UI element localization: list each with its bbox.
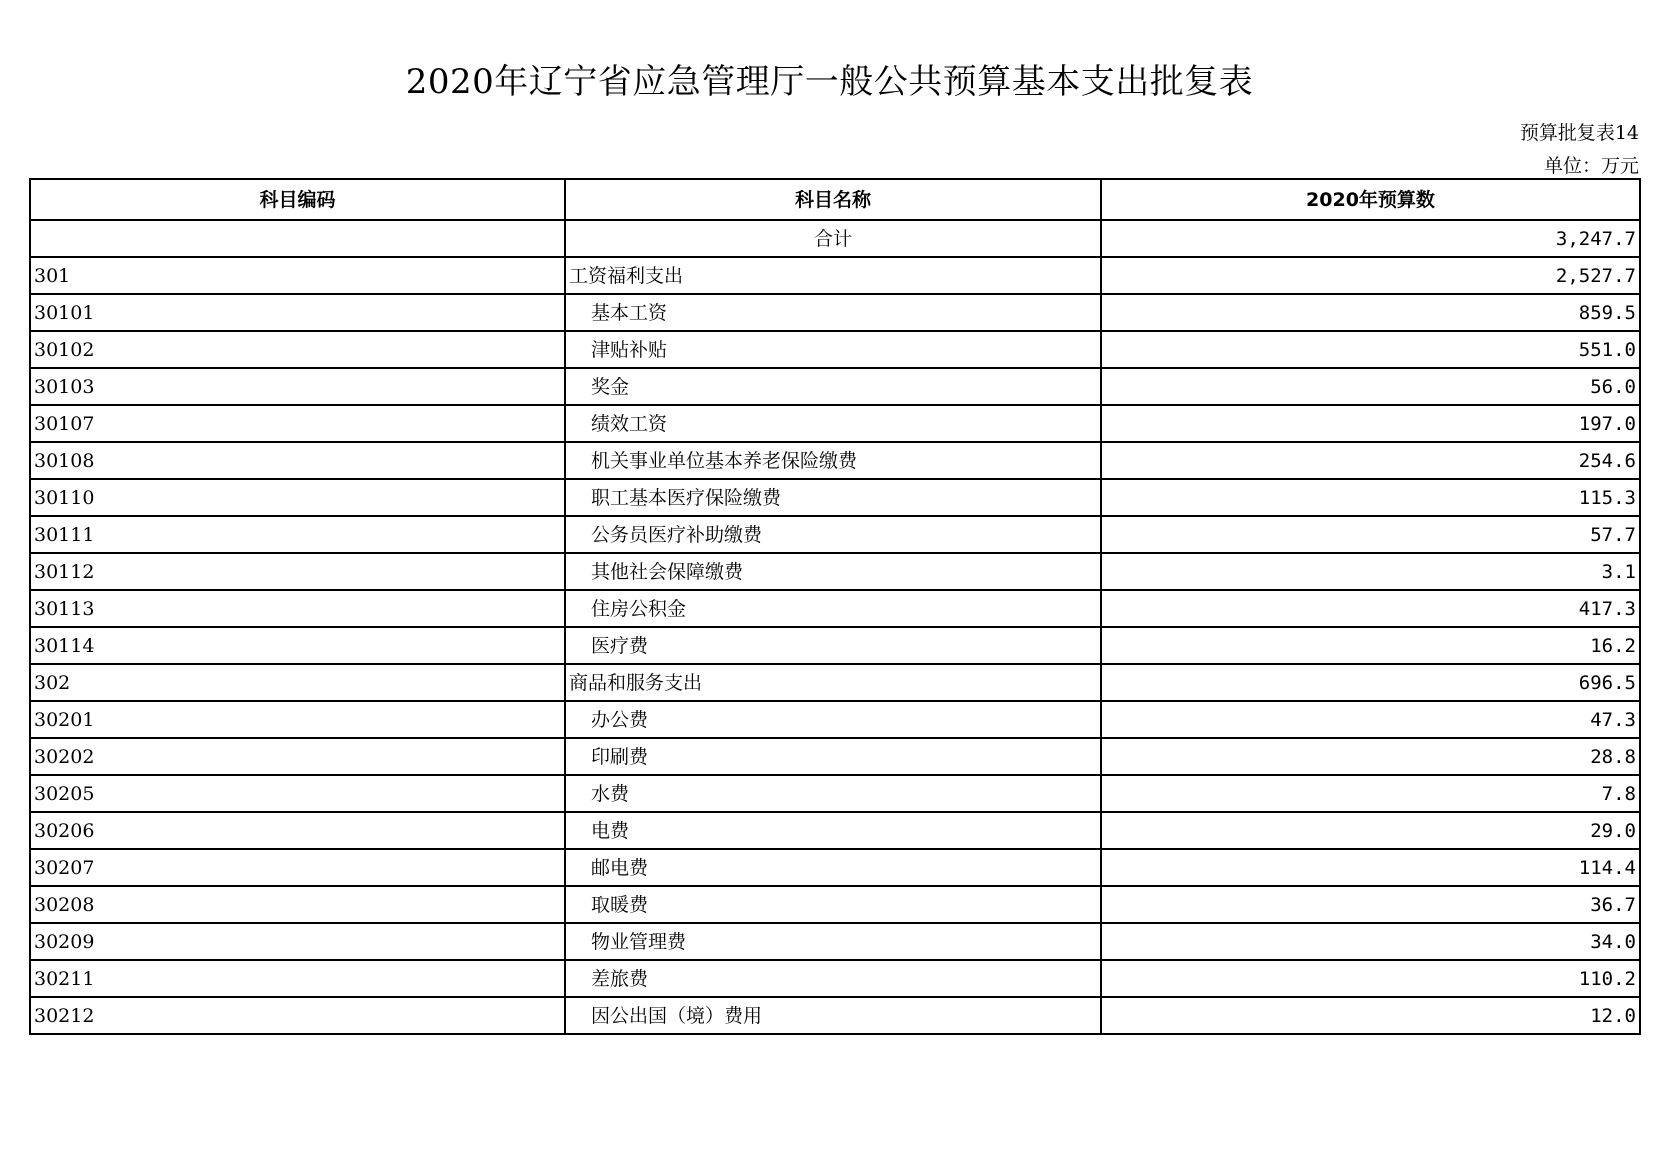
cell-code: 30212	[30, 997, 565, 1034]
form-number: 预算批复表14	[1519, 122, 1639, 144]
table-body	[30, 220, 1640, 1034]
cell-amount: 16.2	[1101, 627, 1640, 664]
cell-amount: 110.2	[1101, 960, 1640, 997]
cell-name: 物业管理费	[565, 923, 1101, 960]
cell-code: 30107	[30, 405, 565, 442]
cell-amount: 115.3	[1101, 479, 1640, 516]
cell-name: 基本工资	[565, 294, 1101, 331]
cell-amount: 114.4	[1101, 849, 1640, 886]
cell-amount: 36.7	[1101, 886, 1640, 923]
cell-code: 301	[30, 257, 565, 294]
table-row	[30, 516, 1640, 553]
header-code: 科目编码	[30, 179, 565, 220]
cell-amount: 29.0	[1101, 812, 1640, 849]
cell-amount: 3,247.7	[1101, 220, 1640, 257]
table-row	[30, 886, 1640, 923]
cell-name: 办公费	[565, 701, 1101, 738]
cell-name: 奖金	[565, 368, 1101, 405]
cell-code: 30111	[30, 516, 565, 553]
table-row	[30, 479, 1640, 516]
cell-code	[30, 220, 565, 257]
page-title: 2020年辽宁省应急管理厅一般公共预算基本支出批复表	[405, 62, 1254, 102]
cell-name: 因公出国（境）费用	[565, 997, 1101, 1034]
table-row	[30, 849, 1640, 886]
cell-name: 职工基本医疗保险缴费	[565, 479, 1101, 516]
table-row	[30, 664, 1640, 701]
cell-name: 绩效工资	[565, 405, 1101, 442]
unit-label: 单位：万元	[1543, 155, 1639, 177]
cell-amount: 859.5	[1101, 294, 1640, 331]
cell-amount: 696.5	[1101, 664, 1640, 701]
cell-code: 30101	[30, 294, 565, 331]
table-row	[30, 923, 1640, 960]
cell-amount: 57.7	[1101, 516, 1640, 553]
cell-amount: 2,527.7	[1101, 257, 1640, 294]
cell-amount: 3.1	[1101, 553, 1640, 590]
cell-name: 住房公积金	[565, 590, 1101, 627]
cell-amount: 47.3	[1101, 701, 1640, 738]
table-row	[30, 960, 1640, 997]
table-row	[30, 294, 1640, 331]
cell-name: 差旅费	[565, 960, 1101, 997]
cell-code: 30113	[30, 590, 565, 627]
cell-name: 医疗费	[565, 627, 1101, 664]
cell-code: 30208	[30, 886, 565, 923]
cell-amount: 56.0	[1101, 368, 1640, 405]
table-row	[30, 368, 1640, 405]
cell-name: 商品和服务支出	[565, 664, 1101, 701]
cell-code: 30202	[30, 738, 565, 775]
table-row	[30, 442, 1640, 479]
cell-code: 30112	[30, 553, 565, 590]
table-row	[30, 331, 1640, 368]
cell-code: 302	[30, 664, 565, 701]
cell-code: 30103	[30, 368, 565, 405]
cell-code: 30205	[30, 775, 565, 812]
header-amount: 2020年预算数	[1101, 179, 1640, 220]
cell-code: 30207	[30, 849, 565, 886]
cell-name: 合计	[565, 220, 1101, 257]
cell-name: 其他社会保障缴费	[565, 553, 1101, 590]
cell-code: 30102	[30, 331, 565, 368]
cell-name: 公务员医疗补助缴费	[565, 516, 1101, 553]
cell-code: 30201	[30, 701, 565, 738]
cell-name: 水费	[565, 775, 1101, 812]
cell-name: 取暖费	[565, 886, 1101, 923]
cell-name: 工资福利支出	[565, 257, 1101, 294]
cell-amount: 28.8	[1101, 738, 1640, 775]
table-row	[30, 627, 1640, 664]
cell-amount: 7.8	[1101, 775, 1640, 812]
table-row	[30, 701, 1640, 738]
table-row	[30, 405, 1640, 442]
cell-amount: 197.0	[1101, 405, 1640, 442]
cell-name: 津贴补贴	[565, 331, 1101, 368]
cell-name: 印刷费	[565, 738, 1101, 775]
table-row	[30, 553, 1640, 590]
table-row	[30, 220, 1640, 257]
table-row	[30, 590, 1640, 627]
cell-amount: 551.0	[1101, 331, 1640, 368]
cell-name: 机关事业单位基本养老保险缴费	[565, 442, 1101, 479]
table-row	[30, 775, 1640, 812]
cell-code: 30209	[30, 923, 565, 960]
cell-amount: 34.0	[1101, 923, 1640, 960]
table-row	[30, 812, 1640, 849]
cell-amount: 12.0	[1101, 997, 1640, 1034]
header-name: 科目名称	[565, 179, 1101, 220]
cell-code: 30108	[30, 442, 565, 479]
table-row	[30, 738, 1640, 775]
table-header-row	[30, 179, 1640, 220]
cell-amount: 254.6	[1101, 442, 1640, 479]
budget-table	[29, 178, 1641, 1035]
cell-code: 30206	[30, 812, 565, 849]
table-row	[30, 997, 1640, 1034]
cell-name: 电费	[565, 812, 1101, 849]
cell-code: 30211	[30, 960, 565, 997]
cell-amount: 417.3	[1101, 590, 1640, 627]
cell-code: 30114	[30, 627, 565, 664]
cell-name: 邮电费	[565, 849, 1101, 886]
table-row	[30, 257, 1640, 294]
cell-code: 30110	[30, 479, 565, 516]
